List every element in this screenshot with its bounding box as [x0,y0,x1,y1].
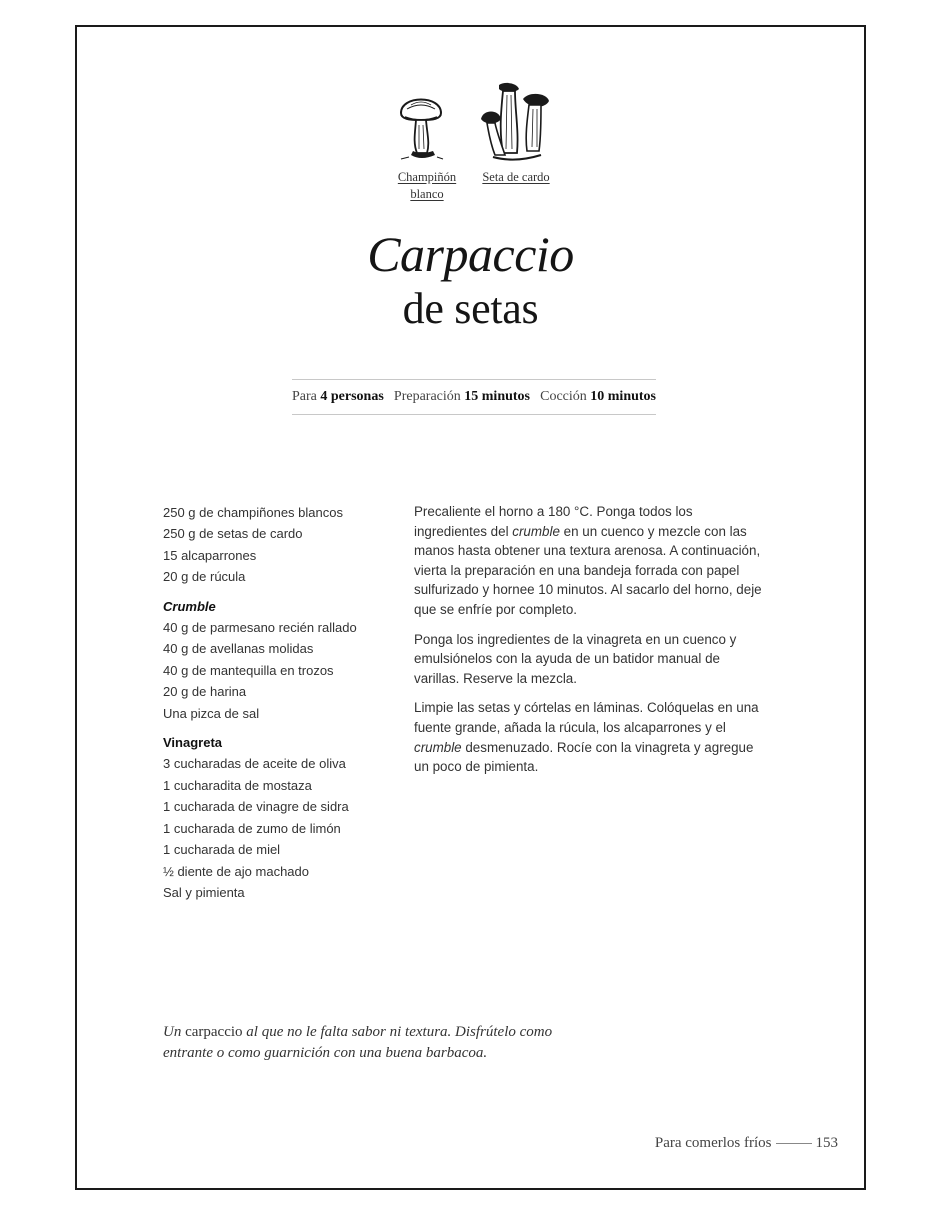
ingredient-item: 250 g de champiñones blancos [163,505,343,520]
cook-info [540,389,656,405]
footnote-text: al que no le falta sabor ni textura. Disfrútelo como entrante o como guarnición con una buena barbacoa. [163,1024,553,1061]
ingredients-main [163,502,393,588]
champinon-label [389,169,465,203]
step-paragraph: Ponga los ingredientes de la vinagreta en un cuenco y emulsiónelos con la ayuda de un batidor manual de varillas. Reserve la mezcla. [414,631,737,686]
ingredient-item: 40 g de avellanas molidas [163,641,314,657]
prep-label: Preparación [393,389,461,404]
prep-info [394,389,530,405]
cook-label: Cocción [540,389,587,404]
ingredient-item: 1 cucharada de miel [163,842,281,858]
ingredient-item: 40 g de mantequilla en trozos [163,662,334,678]
prep-value: 15 minutos [464,389,530,404]
ingredient-item: 1 cucharada de zumo de limón [163,820,341,836]
recipe-page [75,25,866,1190]
page-footer [655,1135,838,1152]
ingredient-item: Una pizca de sal [163,705,260,721]
ingredients-vinagreta [163,732,393,903]
ingredient-item: 1 cucharada de vinagre de sidra [163,799,349,815]
step-text: desmenuzado. Rocíe con la vinagreta y agregue un poco de pimienta. [414,739,754,775]
servings-value: 4 personas [320,389,384,404]
ingredient-item: 20 g de harina [163,684,247,700]
ingredient-item: 1 cucharadita de mostaza [163,777,312,793]
ingredient-item: ½ diente de ajo machado [163,863,309,879]
ingredient-item: 3 cucharadas de aceite de oliva [163,756,346,772]
recipe-footnote [163,1022,563,1064]
ingredient-item: 250 g de setas de cardo [163,526,303,542]
recipe-title-line1: Carpaccio [367,226,574,282]
vinagreta-heading: Vinagreta [163,735,223,751]
recipe-steps [414,502,764,787]
page-number: 153 [815,1135,838,1151]
ingredient-item: 40 g de parmesano recién rallado [163,620,357,636]
footnote-term: carpaccio [185,1024,243,1040]
seta-de-cardo-icon [479,81,551,165]
step-emphasis: crumble [512,523,560,539]
recipe-title-line2: de setas [402,284,539,333]
ingredients-crumble [163,596,393,724]
servings-info [292,389,384,405]
step-text: en un cuenco y mezcle con las manos hasta obtener una textura arenosa. A continuación, vierta la preparación en una bandeja forrada con papel sulfurizado y hornee 10 minutos. Al sacarlo del horno, deje que se enfríe por completo. [414,523,762,617]
champinon-blanco-icon [397,89,445,165]
step-text: Limpie las setas y córtelas en láminas. Colóquelas en una fuente grande, añada la rúcula, los alcaparrones y el [414,700,759,735]
footnote-text: Un [163,1024,186,1040]
crumble-heading: Crumble [163,598,216,614]
chapter-title: Para comerlos fríos [654,1135,772,1151]
champinon-label-line1: Champiñón [397,170,457,184]
seta-de-cardo-label: Seta de cardo [482,170,550,184]
ingredient-item: 20 g de rúcula [163,569,246,585]
recipe-meta-bar [292,379,656,415]
ingredient-item: 15 alcaparrones [163,547,257,563]
champinon-label-line2: blanco [410,187,444,201]
step-text: Precaliente el horno a 180 °C. Ponga todos los ingredientes del [414,504,693,539]
step-paragraph [414,698,764,776]
step-paragraph [414,502,764,620]
cook-value: 10 minutos [590,389,656,404]
ingredient-item: Sal y pimienta [163,884,245,900]
step-emphasis: crumble [414,739,462,755]
footer-rule [776,1143,812,1144]
ingredients-list [163,502,393,911]
servings-label: Para [292,389,317,404]
